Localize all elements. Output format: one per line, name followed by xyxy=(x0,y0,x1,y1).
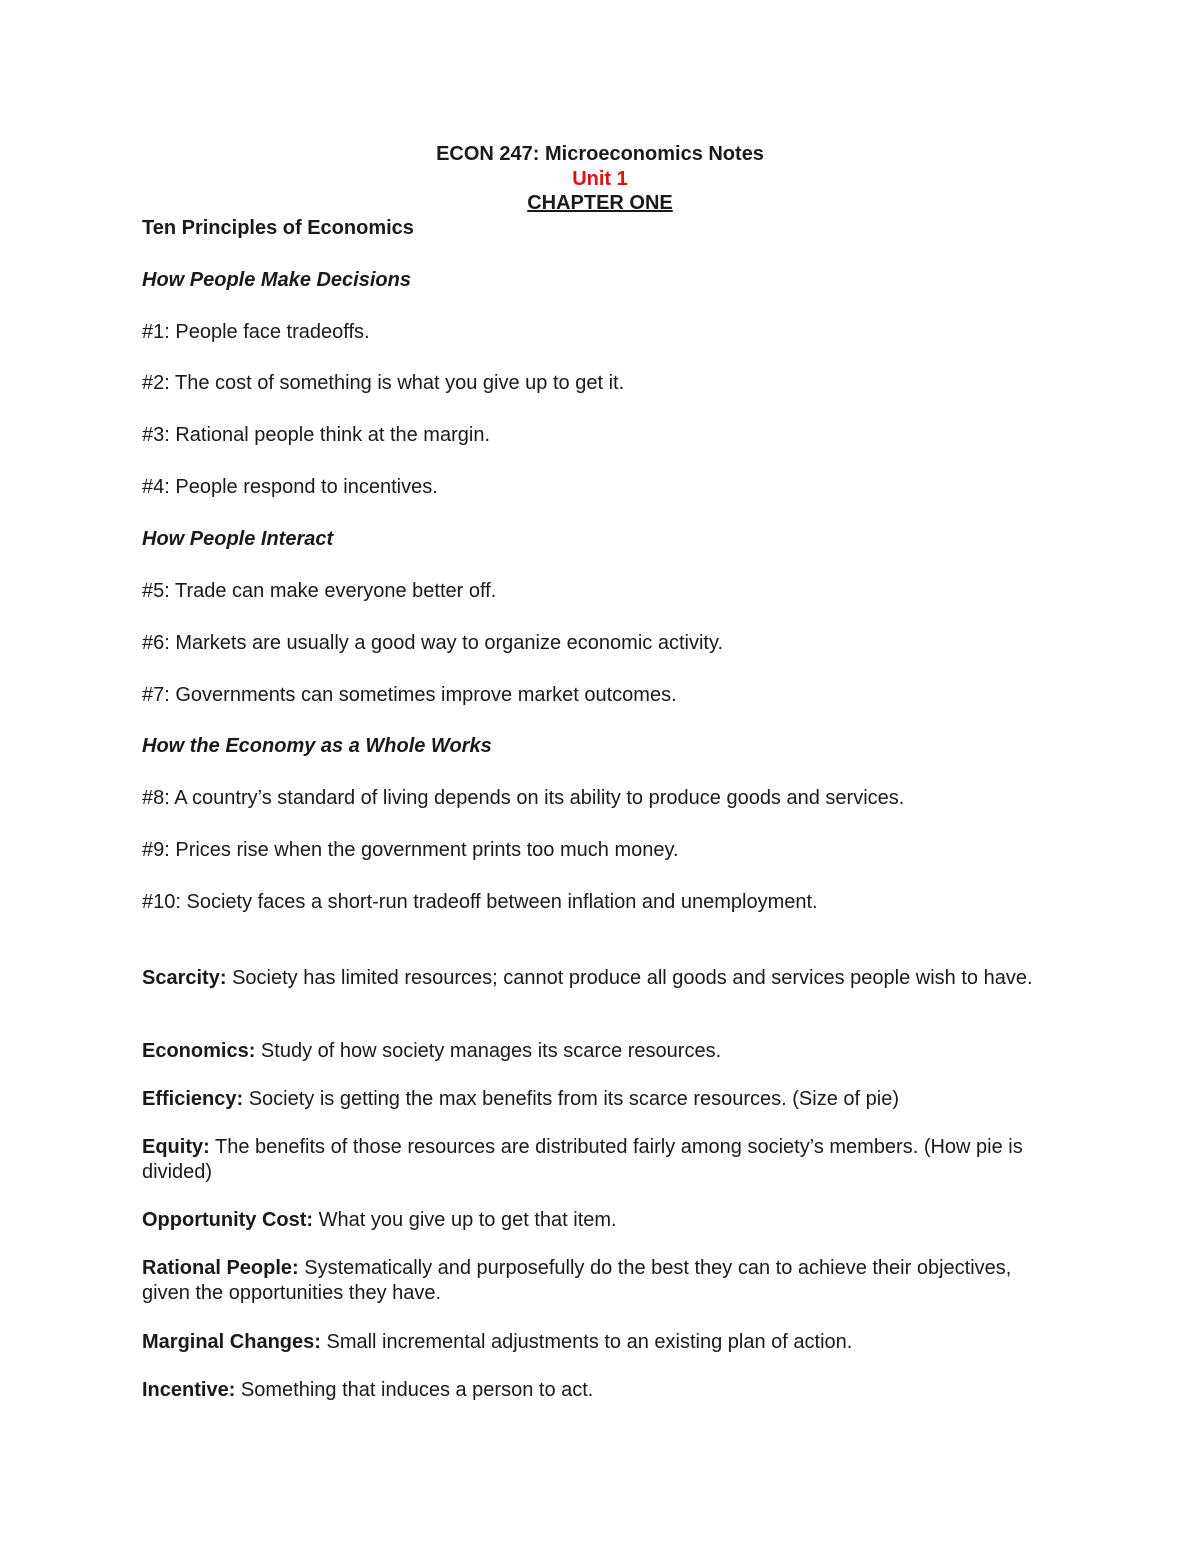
definition-incentive xyxy=(142,1378,1062,1403)
definition-text: Society has limited resources; cannot produce all goods and services people wish to have. xyxy=(232,967,1033,989)
definition-marginal-changes xyxy=(142,1330,1062,1355)
definition-text: Systematically and purposefully do the best they can to achieve their objectives, given the opportunities they have. xyxy=(142,1257,1012,1304)
definition-term: Equity: xyxy=(142,1136,210,1158)
principle-item: #4: People respond to incentives. xyxy=(142,476,438,498)
principle-item: #5: Trade can make everyone better off. xyxy=(142,580,497,602)
definition-rational-people xyxy=(142,1256,1062,1306)
definition-term: Opportunity Cost: xyxy=(142,1209,314,1231)
section-title: Ten Principles of Economics xyxy=(142,217,414,239)
group-heading-interact: How People Interact xyxy=(142,528,334,550)
definition-term: Scarcity: xyxy=(142,967,227,989)
principle-item: #9: Prices rise when the government prints too much money. xyxy=(142,839,679,861)
definition-economics xyxy=(142,1039,1062,1064)
definition-efficiency xyxy=(142,1087,1062,1112)
definition-term: Incentive: xyxy=(142,1379,236,1401)
document-title: ECON 247: Microeconomics Notes xyxy=(436,143,764,165)
principle-item: #6: Markets are usually a good way to organize economic activity. xyxy=(142,632,724,654)
principle-item: #2: The cost of something is what you give up to get it. xyxy=(142,372,625,394)
definition-opportunity-cost xyxy=(142,1208,1062,1233)
principle-item: #10: Society faces a short-run tradeoff between inflation and unemployment. xyxy=(142,891,818,913)
definition-term: Marginal Changes: xyxy=(142,1331,321,1353)
definition-scarcity xyxy=(142,966,1062,991)
definition-text: The benefits of those resources are distributed fairly among society’s members. (How pie is divided) xyxy=(142,1136,1023,1183)
definition-text: Society is getting the max benefits from its scarce resources. (Size of pie) xyxy=(248,1088,899,1110)
principle-item: #8: A country’s standard of living depends on its ability to produce goods and services. xyxy=(142,787,905,809)
unit-label: Unit 1 xyxy=(572,168,628,190)
definition-text: Small incremental adjustments to an existing plan of action. xyxy=(326,1331,853,1353)
definition-text: Something that induces a person to act. xyxy=(240,1379,594,1401)
definition-term: Efficiency: xyxy=(142,1088,244,1110)
principle-item: #7: Governments can sometimes improve market outcomes. xyxy=(142,684,677,706)
group-heading-decisions: How People Make Decisions xyxy=(142,269,411,291)
principle-item: #1: People face tradeoffs. xyxy=(142,321,370,343)
definition-text: What you give up to get that item. xyxy=(318,1209,617,1231)
definition-term: Rational People: xyxy=(142,1257,299,1279)
definition-equity xyxy=(142,1135,1062,1185)
group-heading-economy: How the Economy as a Whole Works xyxy=(142,735,492,757)
definition-term: Economics: xyxy=(142,1040,256,1062)
chapter-heading: CHAPTER ONE xyxy=(527,192,673,214)
definition-text: Study of how society manages its scarce resources. xyxy=(260,1040,722,1062)
principle-item: #3: Rational people think at the margin. xyxy=(142,424,490,446)
